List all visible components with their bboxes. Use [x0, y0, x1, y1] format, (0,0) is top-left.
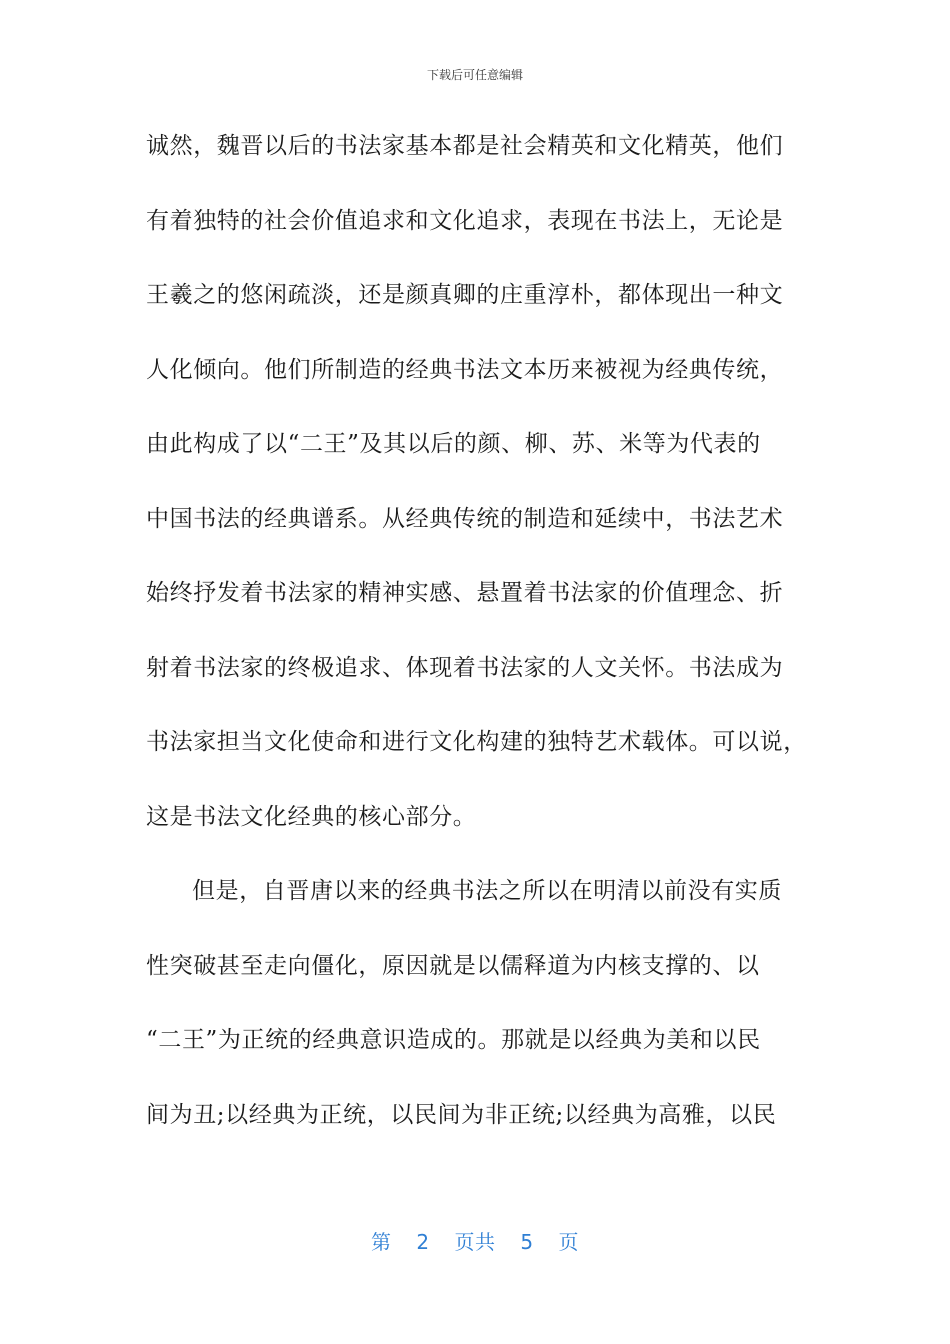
- footer-suffix: 页: [558, 1230, 579, 1254]
- footer-prefix: 第: [371, 1230, 392, 1254]
- current-page-number: 2: [416, 1230, 430, 1254]
- text-line: 这是书法文化经典的核心部分。: [146, 803, 477, 830]
- text-line: 射着书法家的终极追求、体现着书法家的人文关怀。书法成为: [146, 654, 784, 681]
- text-line: 王羲之的悠闲疏淡，还是颜真卿的庄重淳朴，都体现出一种文: [146, 282, 784, 308]
- text-line: 由此构成了以“二王”及其以后的颜、柳、苏、米等为代表的: [146, 431, 761, 457]
- footer-middle: 页共: [454, 1230, 496, 1254]
- total-pages-number: 5: [520, 1230, 534, 1254]
- text-line: “二王”为正统的经典意识造成的。那就是以经典为美和以民: [146, 1027, 761, 1053]
- text-line: 人化倾向。他们所制造的经典书法文本历来被视为经典传统，: [146, 356, 784, 383]
- paragraph-start-line: 但是，自晋唐以来的经典书法之所以在明清以前没有实质: [192, 878, 782, 904]
- text-line: 始终抒发着书法家的精神实感、悬置着书法家的价值理念、折: [146, 580, 784, 606]
- text-line: 中国书法的经典谱系。从经典传统的制造和延续中，书法艺术: [146, 505, 784, 532]
- text-line: 间为丑;以经典为正统，以民间为非正统;以经典为高雅，以民: [146, 1101, 777, 1128]
- text-line: 性突破甚至走向僵化，原因就是以儒释道为内核支撑的、以: [146, 952, 760, 979]
- page-footer: [0, 1226, 950, 1255]
- header-note: 下载后可任意编辑: [426, 68, 523, 82]
- text-line: 书法家担当文化使命和进行文化构建的独特艺术载体。可以说，: [146, 729, 807, 755]
- text-line: 有着独特的社会价值追求和文化追求，表现在书法上，无论是: [146, 207, 784, 234]
- text-line: 诚然，魏晋以后的书法家基本都是社会精英和文化精英，他们: [146, 133, 784, 159]
- document-body: [146, 126, 806, 1169]
